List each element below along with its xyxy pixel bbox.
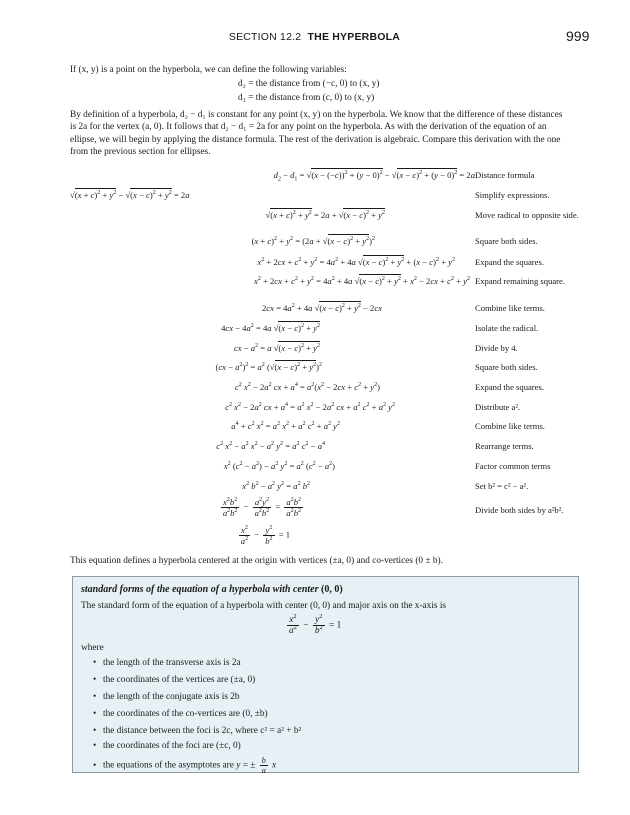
list-item: • the coordinates of the vertices are (±a, 0) (93, 675, 256, 685)
list-item: • the length of the conjugate axis is 2b (93, 692, 240, 702)
list-item: • the coordinates of the foci are (±c, 0) (93, 741, 241, 751)
section-title: THE HYPERBOLA (307, 31, 400, 43)
page-number: 999 (566, 28, 590, 44)
equation: $c^2$ $x^2 - 2a^2$ cx + $a^4 = a^2$ $x^2 - 2a^2$ cx + $a^2$ $c^2 + a^2$ $y^2$ (225, 402, 395, 412)
conclusion-text: This equation defines a hyperbola centered at the origin with vertices (±a, 0) and co-vertices (0 ± b). (70, 556, 443, 566)
equation: $a^4 + c^2$ $x^2 = a^2$ $x^2 + a^2$ $c^2 + a^2$ $y^2$ (231, 421, 340, 431)
equation: $2cx = 4a^2 + 4a$ $√(x - c)^2 + y^2 - 2cx$ (262, 303, 382, 313)
step-reason: Combine like terms. (475, 303, 545, 313)
equation: $d_2 - d_1 = √(x - (-c))^2 + (y - 0)^2 - √(x - c)^2 + (y - 0)^2 = 2a$ (273, 170, 475, 183)
list-item: • the length of the transverse axis is 2a (93, 658, 241, 668)
equation: $4cx - 4a^2 = 4a$ $√(x - c)^2 + y^2$ (221, 323, 320, 333)
definition-d1: d₁ = the distance from (c, 0) to (x, y) (238, 93, 375, 103)
equation: $(cx - a^2)^2 = a^2$ $(√(x - c)^2 + y^2)^2$ (215, 362, 322, 372)
step-reason: Rearrange terms. (475, 441, 534, 451)
step-reason: Square both sides. (475, 236, 538, 246)
step-reason: Combine like terms. (475, 421, 545, 431)
step-reason: Simplify expressions. (475, 190, 550, 200)
step-reason: Divide by 4. (475, 343, 518, 353)
box-title-tail: (0, 0) (321, 584, 343, 595)
step-reason: Expand the squares. (475, 382, 544, 392)
box-title: standard forms of the equation of a hyperbola with center (0, 0) (81, 584, 343, 595)
list-item: • the equations of the asymptotes are y = ± $\frac{b}{a}$ x (93, 756, 277, 775)
standard-equation: $\frac{x^2}{a^2}$ − $\frac{y^2}{b^2}$ = 1 (289, 612, 342, 636)
step-reason: Move radical to opposite side. (475, 210, 579, 220)
equation: $x^2$ $b^2 - a^2$ $y^2 = a^2$ $b^2$ (242, 481, 310, 491)
equation: $c^2$ $x^2 - a^2$ $x^2 - a^2$ $y^2 = a^2$ $c^2 - a^4$ (216, 441, 325, 451)
equation: $(x + c)^2 + y^2 = (2a + √(x - c)^2 + y^2)^2$ (251, 236, 375, 246)
standard-form-box (72, 576, 579, 773)
equation: $\frac{x^2b^2}{a^2b^2}$ − $\frac{a^2y^2}{a^2b^2}$ = $\frac{a^2b^2}{a^2b^2}$ (222, 497, 301, 518)
step-reason: Expand the squares. (475, 257, 544, 267)
step-reason: Square both sides. (475, 362, 538, 372)
step-reason: Distance formula (475, 170, 535, 180)
step-reason: Isolate the radical. (475, 323, 539, 333)
equation: $\frac{x^2}{a^2}$ − $\frac{y^2}{b^2}$ = 1 (240, 525, 290, 546)
equation: $√(x + c)^2 + y^2 = 2a + √(x - c)^2 + y^2$ (265, 210, 385, 220)
definition-d2: d₂ = the distance from (−c, 0) to (x, y) (238, 79, 380, 89)
equation: $x^2 + 2cx + c^2 + y^2 = 4a^2 + 4a$ $√(x - c)^2 + y^2 + (x - c)^2 + y^2$ (257, 257, 455, 267)
step-reason: Divide both sides by a²b². (475, 505, 564, 515)
step-reason: Expand remaining square. (475, 276, 565, 286)
equation: cx − $a^2 = a$ $√(x - c)^2 + y^2$ (233, 343, 320, 353)
list-item: • the coordinates of the co-vertices are (0, ±b) (93, 709, 268, 719)
box-lead: The standard form of the equation of a hyperbola with center (0, 0) and major axis on the x-axis is (81, 601, 447, 611)
section-number: SECTION 12.2 (228, 31, 302, 43)
equation: $c^2$ $x^2 - 2a^2$ cx + $a^4 = a^2(x^2 - 2cx + c^2 + y^2)$ (234, 382, 380, 392)
step-reason: Factor common terms (475, 461, 551, 471)
list-item: • the distance between the foci is 2c, where c² = a² + b² (93, 726, 302, 736)
step-reason: Set b² = c² − a². (475, 481, 529, 491)
equation: $√(x + c)^2 + y^2 - √(x - c)^2 + y^2 = 2a$ (70, 190, 190, 200)
equation: $x^2$ $(c^2 - a^2) - a^2$ $y^2 = a^2$ $(c^2 - a^2)$ (223, 461, 335, 471)
equation: $x^2 + 2cx + c^2 + y^2 = 4a^2 + 4a$ $√(x - c)^2 + y^2 + x^2 - 2cx + c^2 + y^2$ (254, 276, 470, 286)
running-header (0, 31, 400, 43)
intro-lead: If (x, y) is a point on the hyperbola, we can define the following variables: (70, 65, 347, 75)
box-where: where (81, 643, 104, 653)
step-reason: Distribute a². (475, 402, 521, 412)
intro-body: By definition of a hyperbola, d₂ − d₁ is constant for any point (x, y) on the hyperbola. We know that the difference of these distances is 2a for the vertex (a, 0). It follows that d₂ − d₁ = 2a for any point on the hyperbola. As with the derivation of the equation of an ellipse, we will begin by applying the distance formula. The rest of the derivation is algebraic. Compare this derivation with the one from the previous section for ellipses. (70, 110, 563, 158)
